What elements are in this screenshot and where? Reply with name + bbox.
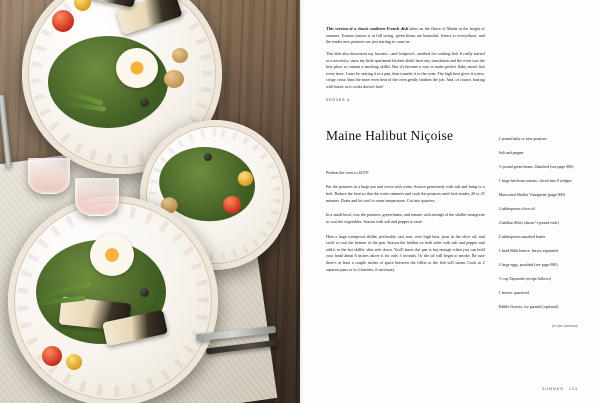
list-item: Marcoated Shallot Vinaigrette (page 000)	[498, 192, 566, 197]
rose-glass	[28, 158, 70, 194]
page-footer	[542, 387, 578, 391]
list-item: 1 lemon, quartered	[498, 290, 529, 295]
potato	[172, 48, 188, 63]
ingredients-column	[499, 26, 578, 383]
list-item: 2 tablespoons unsalted butter	[498, 234, 546, 239]
list-item: Edible flowers, for garnish (optional)	[498, 304, 559, 309]
list-item: Salt and pepper	[498, 150, 524, 155]
headnote-paragraph-1-rest: takes on the flavor of Maine at the height of summer. Tomato season is in full swing, green beans are bountiful, lettuce is everywhere, and the tender new potatoes are just starting to come in.	[326, 26, 485, 45]
section-label: SUMMER	[542, 387, 564, 391]
recipe-continues-note: (recipe continues)	[552, 324, 578, 328]
potato	[164, 70, 184, 88]
headnote-paragraph-1	[326, 26, 485, 46]
method-step-4: Heat a large ovenproof skillet, preferably cast iron, over high heat, pour in the olive oil, and swirl to coat the bottom of the pan. Season the halibut on both sides with salt and pepper and add it to the hot skillet, skin side down. You'll know the pan is hot enough when you can hold your hand about 6 inches above it for only 3 seconds. Or the oil will begin to smoke. Be sure there's at least a couple inches of space between the fillets or the fish will steam. Cook in 2 separate pans or in 2 batches, if necessary.	[326, 233, 485, 272]
page-number: 103	[569, 387, 578, 391]
method-steps	[326, 170, 485, 274]
olive	[140, 98, 149, 107]
poached-egg	[90, 234, 134, 276]
list-item: 4 halibut fillets (about ½ pound each)	[498, 220, 559, 225]
method-step-3: In a small bowl, toss the potatoes, green beans, and tomato with enough of the shallot vinaigrette to coat the vegetables. Season with salt and pepper to taste.	[326, 212, 485, 224]
list-item: 1 large heirloom tomato, sliced into 8 wedges	[498, 178, 572, 183]
list-item: ½ cup Tapenade (recipe follows)	[498, 276, 552, 281]
headnote-paragraph-2: This dish also showcases my favorite—and foolproof—method for cooking fish. It really started as a necessity, since my little apartment kitchen didn't have any ventilation and the oven was the best place to contain a smoking skillet. But it's become a way to make perfect flaky, moist fish every time. I start by searing it in a pan, then transfer it to the oven. The high heat gives it a nice, crispy crust; then the more even heat of the oven gently finishes the job. And, of course, basting with butter as it cooks doesn't hurt!	[326, 50, 485, 89]
page-columns	[326, 26, 578, 383]
list-item: ½ pound green beans, blanched (see page 000)	[498, 164, 574, 169]
list-item: 1 pound baby or new potatoes	[498, 136, 547, 141]
method-step-1: Preheat the oven to 425°F.	[326, 169, 370, 175]
poached-egg	[116, 48, 158, 88]
ingredients-list	[499, 136, 578, 310]
method-step-2: Put the potatoes in a large pot and cover with water. Season generously with salt and bring to a boil. Reduce the heat so that the water simmers and cook the potatoes until fork-tender, 20 to 25 minutes. Drain and let cool to room temperature. Cut into quarters.	[326, 184, 485, 203]
headnote-lead: This version of a classic southern French dish	[326, 26, 408, 31]
list-item: 4 large eggs, poached (see page 000)	[498, 262, 558, 267]
list-item: 1 head Bibb lettuce, leaves separated	[498, 248, 558, 253]
serves-label: SERVES 4	[326, 97, 350, 102]
headnote	[326, 26, 485, 102]
rose-glass	[75, 178, 119, 216]
main-column	[326, 26, 485, 383]
olive	[140, 288, 149, 297]
tomato-wedge	[52, 10, 74, 32]
list-item: 2 tablespoons olive oil	[498, 206, 535, 211]
tomato-wedge-yellow	[66, 354, 82, 370]
plate-bottom	[8, 196, 218, 403]
tomato-wedge	[42, 346, 62, 366]
recipe-title: Maine Halibut Niçoise	[326, 127, 454, 143]
right-text-page	[300, 0, 600, 403]
